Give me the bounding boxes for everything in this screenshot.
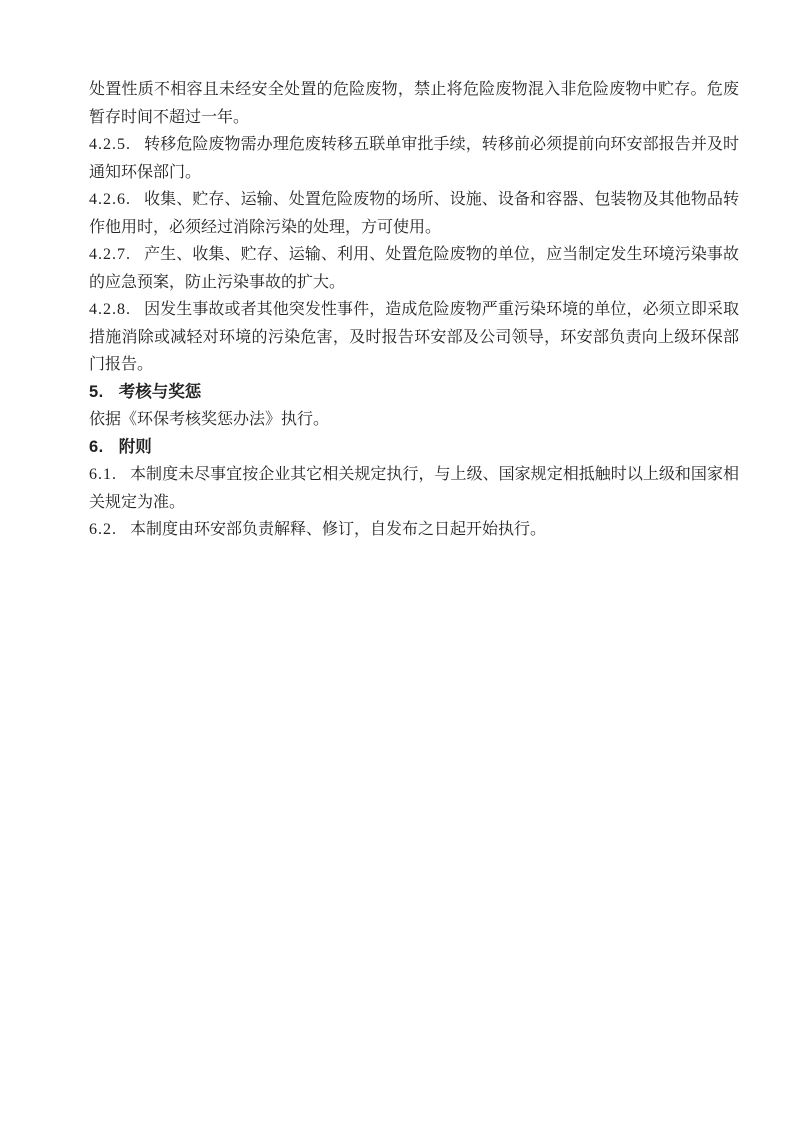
paragraph-text: 处置性质不相容且未经安全处置的危险废物，禁止将危险废物混入非危险废物中贮存。危废暂存时间不超过一年。 xyxy=(89,81,739,126)
page-content xyxy=(89,76,739,544)
paragraph-text: 产生、收集、贮存、运输、利用、处置危险废物的单位，应当制定发生环境污染事故的应急预案，防止污染事故的扩大。 xyxy=(89,246,739,291)
paragraph-text: 本制度由环安部负责解释、修订，自发布之日起开始执行。 xyxy=(130,521,547,538)
paragraph xyxy=(89,296,739,379)
paragraph xyxy=(89,461,739,516)
paragraph xyxy=(89,241,739,296)
paragraph-text: 收集、贮存、运输、处置危险废物的场所、设施、设备和容器、包装物及其他物品转作他用时，必须经过消除污染的处理，方可使用。 xyxy=(89,191,739,236)
paragraph-text: 本制度未尽事宜按企业其它相关规定执行，与上级、国家规定相抵触时以上级和国家相关规定为准。 xyxy=(89,466,739,511)
paragraph xyxy=(89,76,739,131)
section-heading xyxy=(89,434,739,462)
section-number: 5. xyxy=(89,382,104,401)
section-number: 6. xyxy=(89,437,104,456)
clause-number: 6.2. xyxy=(89,521,117,538)
paragraph-text: 因发生事故或者其他突发性事件，造成危险废物严重污染环境的单位，必须立即采取措施消除或减轻对环境的污染危害，及时报告环安部及公司领导，环安部负责向上级环保部门报告。 xyxy=(89,301,739,373)
heading-text: 考核与奖惩 xyxy=(118,382,202,401)
paragraph-text: 转移危险废物需办理危废转移五联单审批手续，转移前必须提前向环安部报告并及时通知环保部门。 xyxy=(89,136,739,181)
paragraph xyxy=(89,186,739,241)
clause-number: 4.2.7. xyxy=(89,246,131,263)
section-heading xyxy=(89,379,739,407)
heading-text: 附则 xyxy=(118,437,152,456)
clause-number: 4.2.8. xyxy=(89,301,131,318)
clause-number: 6.1. xyxy=(89,466,117,483)
paragraph-text: 依据《环保考核奖惩办法》执行。 xyxy=(89,411,330,428)
clause-number: 4.2.6. xyxy=(89,191,131,208)
paragraph xyxy=(89,516,739,544)
clause-number: 4.2.5. xyxy=(89,136,131,153)
paragraph xyxy=(89,406,739,434)
paragraph xyxy=(89,131,739,186)
